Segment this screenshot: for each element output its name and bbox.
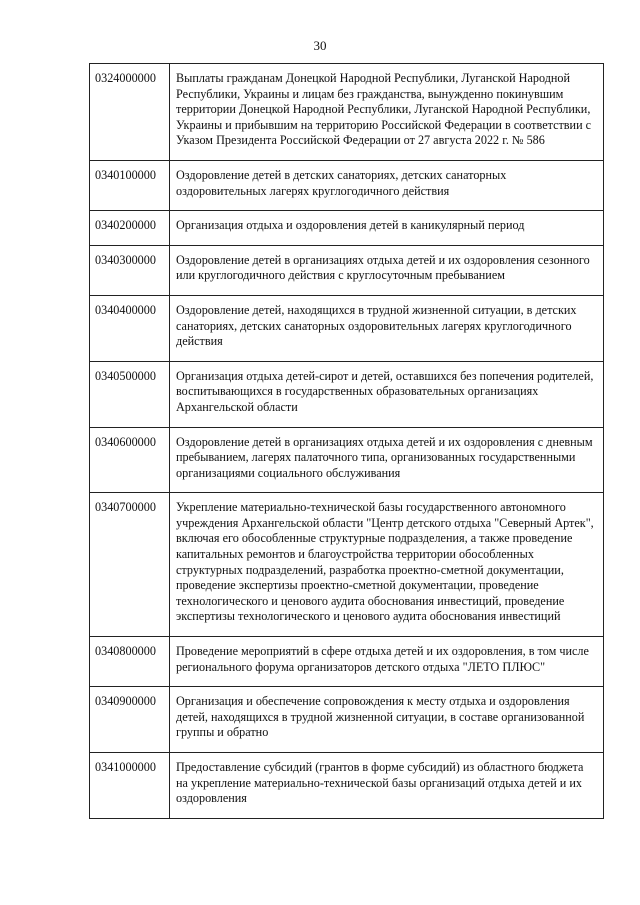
row-code: 0341000000	[90, 753, 170, 819]
row-description: Оздоровление детей в организациях отдыха детей и их оздоровления с дневным пребыванием, лагерях палаточного типа, организованных государственными организациями социального обслуживания	[170, 427, 604, 493]
row-description: Организация отдыха и оздоровления детей в каникулярный период	[170, 211, 604, 246]
row-code: 0340100000	[90, 160, 170, 210]
row-description: Оздоровление детей, находящихся в трудной жизненной ситуации, в детских санаториях, детских санаторных оздоровительных лагерях круглогодичного действия	[170, 295, 604, 361]
table-row	[90, 64, 604, 161]
row-description: Выплаты гражданам Донецкой Народной Республики, Луганской Народной Республики, Украины и лицам без гражданства, вынужденно покинувшим территории Донецкой Народной Республики, Луганской Народной Республики, Украины и прибывшим на территорию Российской Федерации в соответствии с Указом Президента Российской Федерации от 27 августа 2022 г. № 586	[170, 64, 604, 161]
row-code: 0324000000	[90, 64, 170, 161]
table-row	[90, 361, 604, 427]
row-code: 0340700000	[90, 493, 170, 637]
row-description: Оздоровление детей в детских санаториях, детских санаторных оздоровительных лагерях круглогодичного действия	[170, 160, 604, 210]
row-code: 0340800000	[90, 637, 170, 687]
budget-codes-table	[89, 63, 604, 819]
row-code: 0340600000	[90, 427, 170, 493]
table-row	[90, 493, 604, 637]
row-description: Проведение мероприятий в сфере отдыха детей и их оздоровления, в том числе регионального форума организаторов детского отдыха "ЛЕТО ПЛЮС"	[170, 637, 604, 687]
table-row	[90, 637, 604, 687]
row-code: 0340200000	[90, 211, 170, 246]
row-description: Укрепление материально-технической базы государственного автономного учреждения Архангельской области "Центр детского отдыха "Северный Артек", включая его обособленные структурные подразделения, а также проведение капитальных ремонтов и благоустройства территории обособленных структурных подразделений, разработка проектно-сметной документации, проведение экспертизы проектно-сметной документации, проведение технологического и ценового аудита обоснования инвестиций, проведение экспертизы технологического и ценового аудита обоснования инвестиций	[170, 493, 604, 637]
row-code: 0340400000	[90, 295, 170, 361]
table-row	[90, 687, 604, 753]
table-row	[90, 160, 604, 210]
row-description: Организация и обеспечение сопровождения к месту отдыха и оздоровления детей, находящихся в трудной жизненной ситуации, в составе организованной группы и обратно	[170, 687, 604, 753]
row-code: 0340500000	[90, 361, 170, 427]
row-code: 0340900000	[90, 687, 170, 753]
row-code: 0340300000	[90, 245, 170, 295]
table-row	[90, 295, 604, 361]
table-row	[90, 427, 604, 493]
table-row	[90, 211, 604, 246]
row-description: Предоставление субсидий (грантов в форме субсидий) из областного бюджета на укрепление материально-технической базы организаций отдыха детей и их оздоровления	[170, 753, 604, 819]
row-description: Оздоровление детей в организациях отдыха детей и их оздоровления сезонного или круглогодичного действия с круглосуточным пребыванием	[170, 245, 604, 295]
row-description: Организация отдыха детей-сирот и детей, оставшихся без попечения родителей, воспитывающихся в государственных образовательных организациях Архангельской области	[170, 361, 604, 427]
page-number: 30	[313, 38, 327, 53]
table-row	[90, 245, 604, 295]
table-row	[90, 753, 604, 819]
